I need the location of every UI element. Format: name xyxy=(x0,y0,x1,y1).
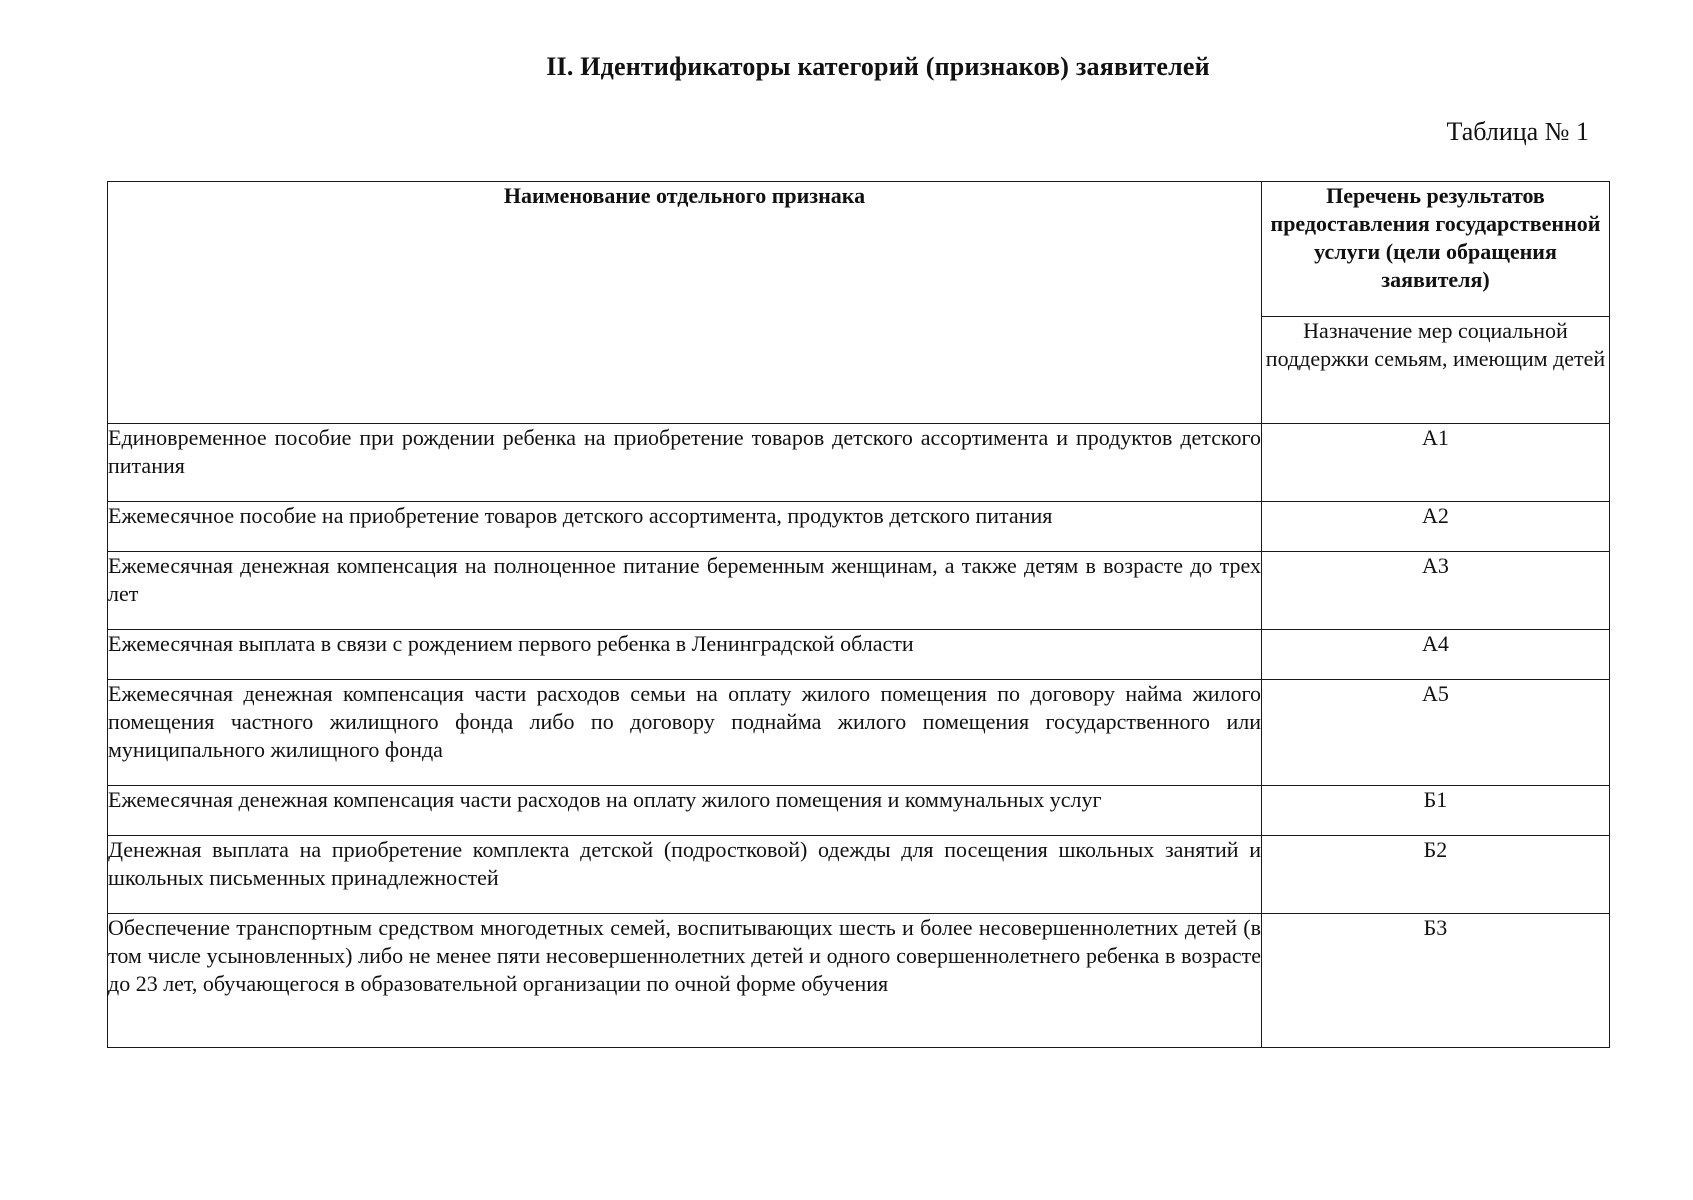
row-code-cell: Б1 xyxy=(1262,786,1610,836)
column-header-results: Перечень результатов предоставления государственной услуги (цели обращения заявителя) xyxy=(1262,182,1610,317)
table-row xyxy=(108,680,1610,786)
row-name-cell: Денежная выплата на приобретение комплекта детской (подростковой) одежды для посещения школьных занятий и школьных письменных принадлежностей xyxy=(108,836,1262,914)
row-name-cell: Обеспечение транспортным средством многодетных семей, воспитывающих шесть и более несовершеннолетних детей (в том числе усыновленных) либо не менее пяти несовершеннолетних детей и одного совершеннолетнего ребенка в возрасте до 23 лет, обучающегося в образовательной организации по очной форме обучения xyxy=(108,914,1262,1048)
row-name-cell: Ежемесячное пособие на приобретение товаров детского ассортимента, продуктов детского питания xyxy=(108,502,1262,552)
table-row xyxy=(108,502,1610,552)
row-name-cell: Ежемесячная денежная компенсация части расходов на оплату жилого помещения и коммунальных услуг xyxy=(108,786,1262,836)
row-code-cell: А3 xyxy=(1262,552,1610,630)
table-header xyxy=(108,182,1610,424)
table-row xyxy=(108,424,1610,502)
row-code-cell: А2 xyxy=(1262,502,1610,552)
section-heading: II. Идентификаторы категорий (признаков) заявителей xyxy=(546,52,1210,81)
row-code-cell: А1 xyxy=(1262,424,1610,502)
column-subheader-results: Назначение мер социальной поддержки семьям, имеющим детей xyxy=(1262,317,1610,424)
table-row xyxy=(108,914,1610,1048)
table-row xyxy=(108,836,1610,914)
row-code-cell: Б2 xyxy=(1262,836,1610,914)
table-body xyxy=(108,424,1610,1048)
column-header-name: Наименование отдельного признака xyxy=(108,182,1262,424)
row-code-cell: А5 xyxy=(1262,680,1610,786)
row-name-cell: Единовременное пособие при рождении ребенка на приобретение товаров детского ассортимента и продуктов детского питания xyxy=(108,424,1262,502)
row-name-cell: Ежемесячная денежная компенсация на полноценное питание беременным женщинам, а также детям в возрасте до трех лет xyxy=(108,552,1262,630)
row-code-cell: А4 xyxy=(1262,630,1610,680)
row-code-cell: Б3 xyxy=(1262,914,1610,1048)
table-row xyxy=(108,630,1610,680)
table-caption: Таблица № 1 xyxy=(1446,117,1589,146)
row-name-cell: Ежемесячная денежная компенсация части расходов семьи на оплату жилого помещения по договору найма жилого помещения частного жилищного фонда либо по договору поднайма жилого помещения государственного или муниципального жилищного фонда xyxy=(108,680,1262,786)
table-row xyxy=(108,552,1610,630)
table-row xyxy=(108,786,1610,836)
identifiers-table xyxy=(107,181,1610,1048)
row-name-cell: Ежемесячная выплата в связи с рождением первого ребенка в Ленинградской области xyxy=(108,630,1262,680)
